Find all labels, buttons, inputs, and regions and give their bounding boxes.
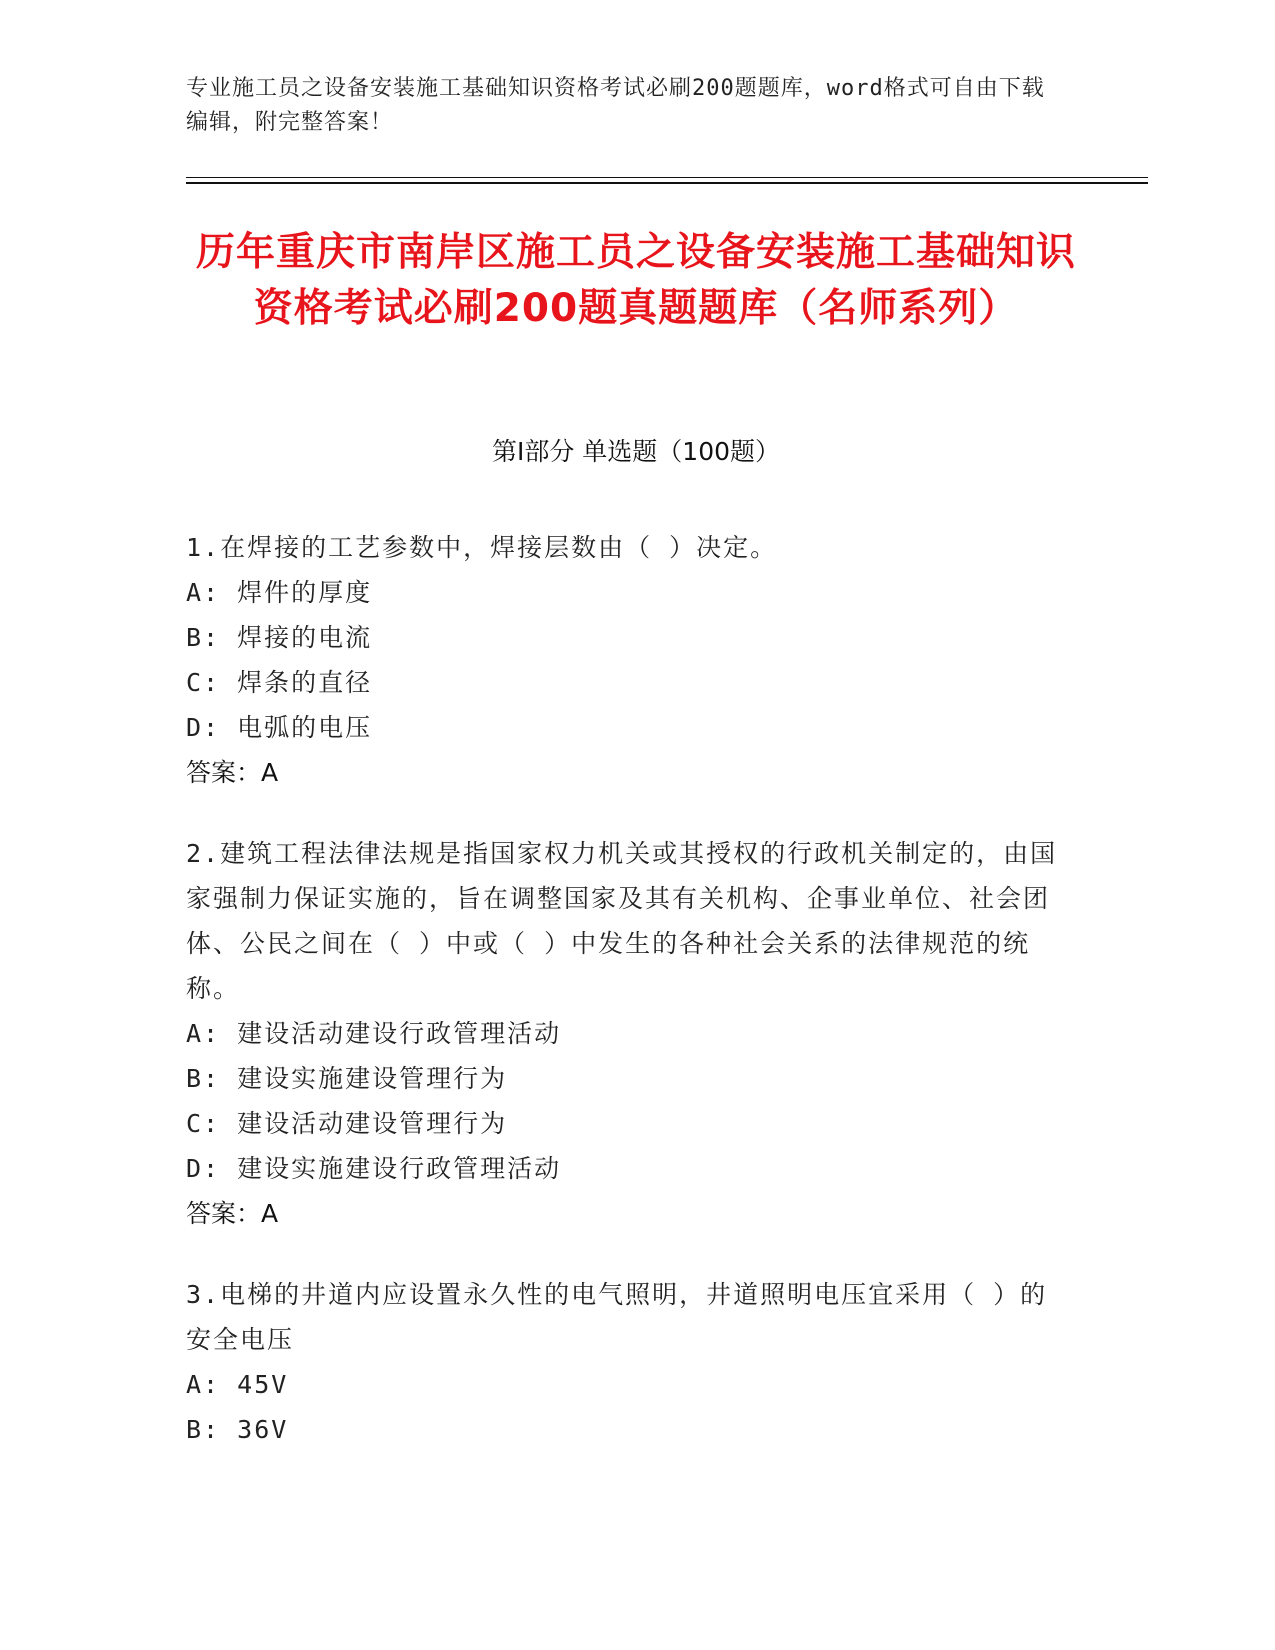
question-list — [186, 525, 1066, 1488]
document-title: 历年重庆市南岸区施工员之设备安装施工基础知识资格考试必刷200题真题题库（名师系列） — [195, 230, 1076, 331]
question-2 — [186, 831, 1066, 1236]
option-b: B: 36V — [186, 1415, 289, 1444]
question-3 — [186, 1272, 1066, 1452]
header-note: 专业施工员之设备安装施工基础知识资格考试必刷200题题库，word格式可自由下载编辑，附完整答案！ — [186, 76, 1045, 135]
answer: 答案：A — [186, 1199, 279, 1228]
option-c: C: 焊条的直径 — [186, 668, 373, 697]
question-stem: 1.在焊接的工艺参数中，焊接层数由（ ）决定。 — [186, 533, 778, 562]
header-divider-thick — [186, 182, 1148, 184]
option-b: B: 焊接的电流 — [186, 623, 373, 652]
option-a: A: 45V — [186, 1370, 289, 1399]
option-a: A: 焊件的厚度 — [186, 578, 373, 607]
header-divider-thin — [186, 177, 1148, 178]
question-1 — [186, 525, 1066, 795]
question-stem: 2.建筑工程法律法规是指国家权力机关或其授权的行政机关制定的，由国家强制力保证实施的，旨在调整国家及其有关机构、企事业单位、社会团体、公民之间在（ ）中或（ ）中发生的各种社会关系的法律规范的统称。 — [186, 839, 1058, 1003]
option-b: B: 建设实施建设管理行为 — [186, 1064, 508, 1093]
section-title: 第Ⅰ部分 单选题（100题） — [491, 437, 781, 466]
option-d: D: 电弧的电压 — [186, 713, 373, 742]
option-d: D: 建设实施建设行政管理活动 — [186, 1154, 562, 1183]
answer: 答案：A — [186, 758, 279, 787]
question-stem: 3.电梯的井道内应设置永久性的电气照明，井道照明电压宜采用（ ）的安全电压 — [186, 1280, 1048, 1354]
option-c: C: 建设活动建设管理行为 — [186, 1109, 508, 1138]
option-a: A: 建设活动建设行政管理活动 — [186, 1019, 562, 1048]
